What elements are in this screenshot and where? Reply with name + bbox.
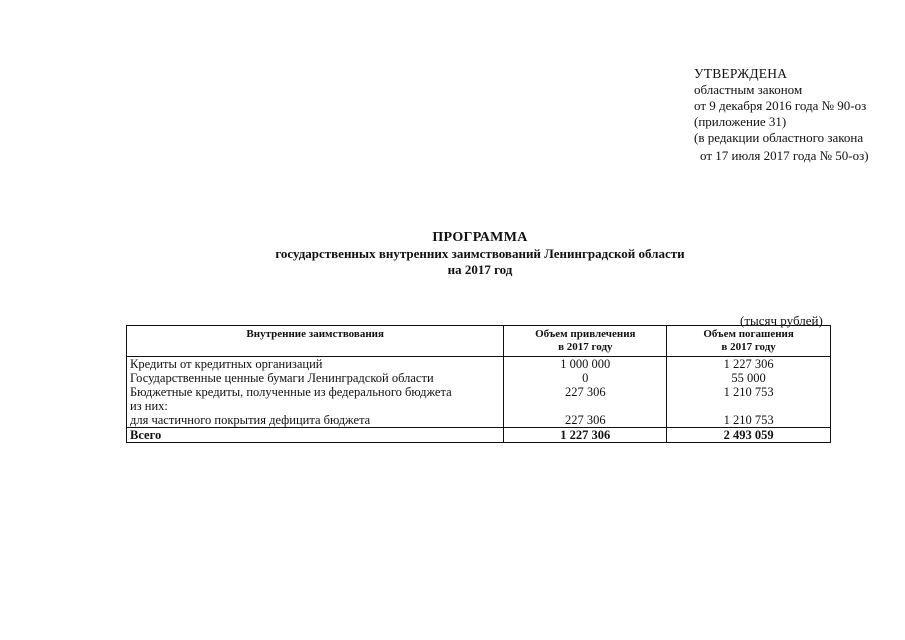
header-borrowings-label: Внутренние заимствования xyxy=(246,328,384,340)
total-raise: 1 227 306 xyxy=(504,428,667,443)
row-repay: 1 227 306 xyxy=(667,357,831,372)
table-row xyxy=(127,371,831,385)
borrowings-table xyxy=(126,325,831,443)
header-raise-line2: в 2017 году xyxy=(558,341,613,353)
row-repay xyxy=(667,399,831,413)
table-total-row xyxy=(127,428,831,443)
title-program: ПРОГРАММА xyxy=(432,230,528,245)
row-raise: 227 306 xyxy=(504,385,667,399)
title-subject: государственных внутренних заимствований Ленинградской области xyxy=(275,246,685,261)
document-title xyxy=(180,230,780,278)
row-name: из них: xyxy=(127,399,504,413)
row-repay: 1 210 753 xyxy=(667,413,831,428)
approval-title: УТВЕРЖДЕНА xyxy=(694,66,788,81)
table-row xyxy=(127,413,831,428)
row-name: Бюджетные кредиты, полученные из федерального бюджета xyxy=(127,385,504,399)
approval-line-edition: (в редакции областного закона xyxy=(694,130,864,145)
row-name: Государственные ценные бумаги Ленинградской области xyxy=(127,371,504,385)
table-row xyxy=(127,399,831,413)
header-repay xyxy=(667,326,831,357)
row-raise: 1 000 000 xyxy=(504,357,667,372)
row-raise: 227 306 xyxy=(504,413,667,428)
row-name: Кредиты от кредитных организаций xyxy=(127,357,504,372)
table-row xyxy=(127,357,831,372)
total-repay: 2 493 059 xyxy=(667,428,831,443)
row-repay: 55 000 xyxy=(667,371,831,385)
header-repay-line2: в 2017 году xyxy=(721,341,776,353)
total-name: Всего xyxy=(127,428,504,443)
row-raise xyxy=(504,399,667,413)
approval-line-edition-date: от 17 июля 2017 года № 50-оз) xyxy=(700,148,869,163)
approval-line-law: областным законом xyxy=(694,82,803,97)
approval-line-date: от 9 декабря 2016 года № 90-оз xyxy=(694,98,867,113)
row-raise: 0 xyxy=(504,371,667,385)
row-repay: 1 210 753 xyxy=(667,385,831,399)
units-label: (тысяч рублей) xyxy=(740,313,823,328)
header-raise-line1: Объем привлечения xyxy=(535,328,636,340)
approval-line-appendix: (приложение 31) xyxy=(694,114,787,129)
title-year: на 2017 год xyxy=(447,262,513,277)
approval-stamp xyxy=(694,66,869,164)
table-header-row xyxy=(127,326,831,357)
header-repay-line1: Объем погашения xyxy=(703,328,794,340)
header-borrowings xyxy=(127,326,504,357)
table-row xyxy=(127,385,831,399)
header-raise xyxy=(504,326,667,357)
row-name: для частичного покрытия дефицита бюджета xyxy=(127,413,504,428)
